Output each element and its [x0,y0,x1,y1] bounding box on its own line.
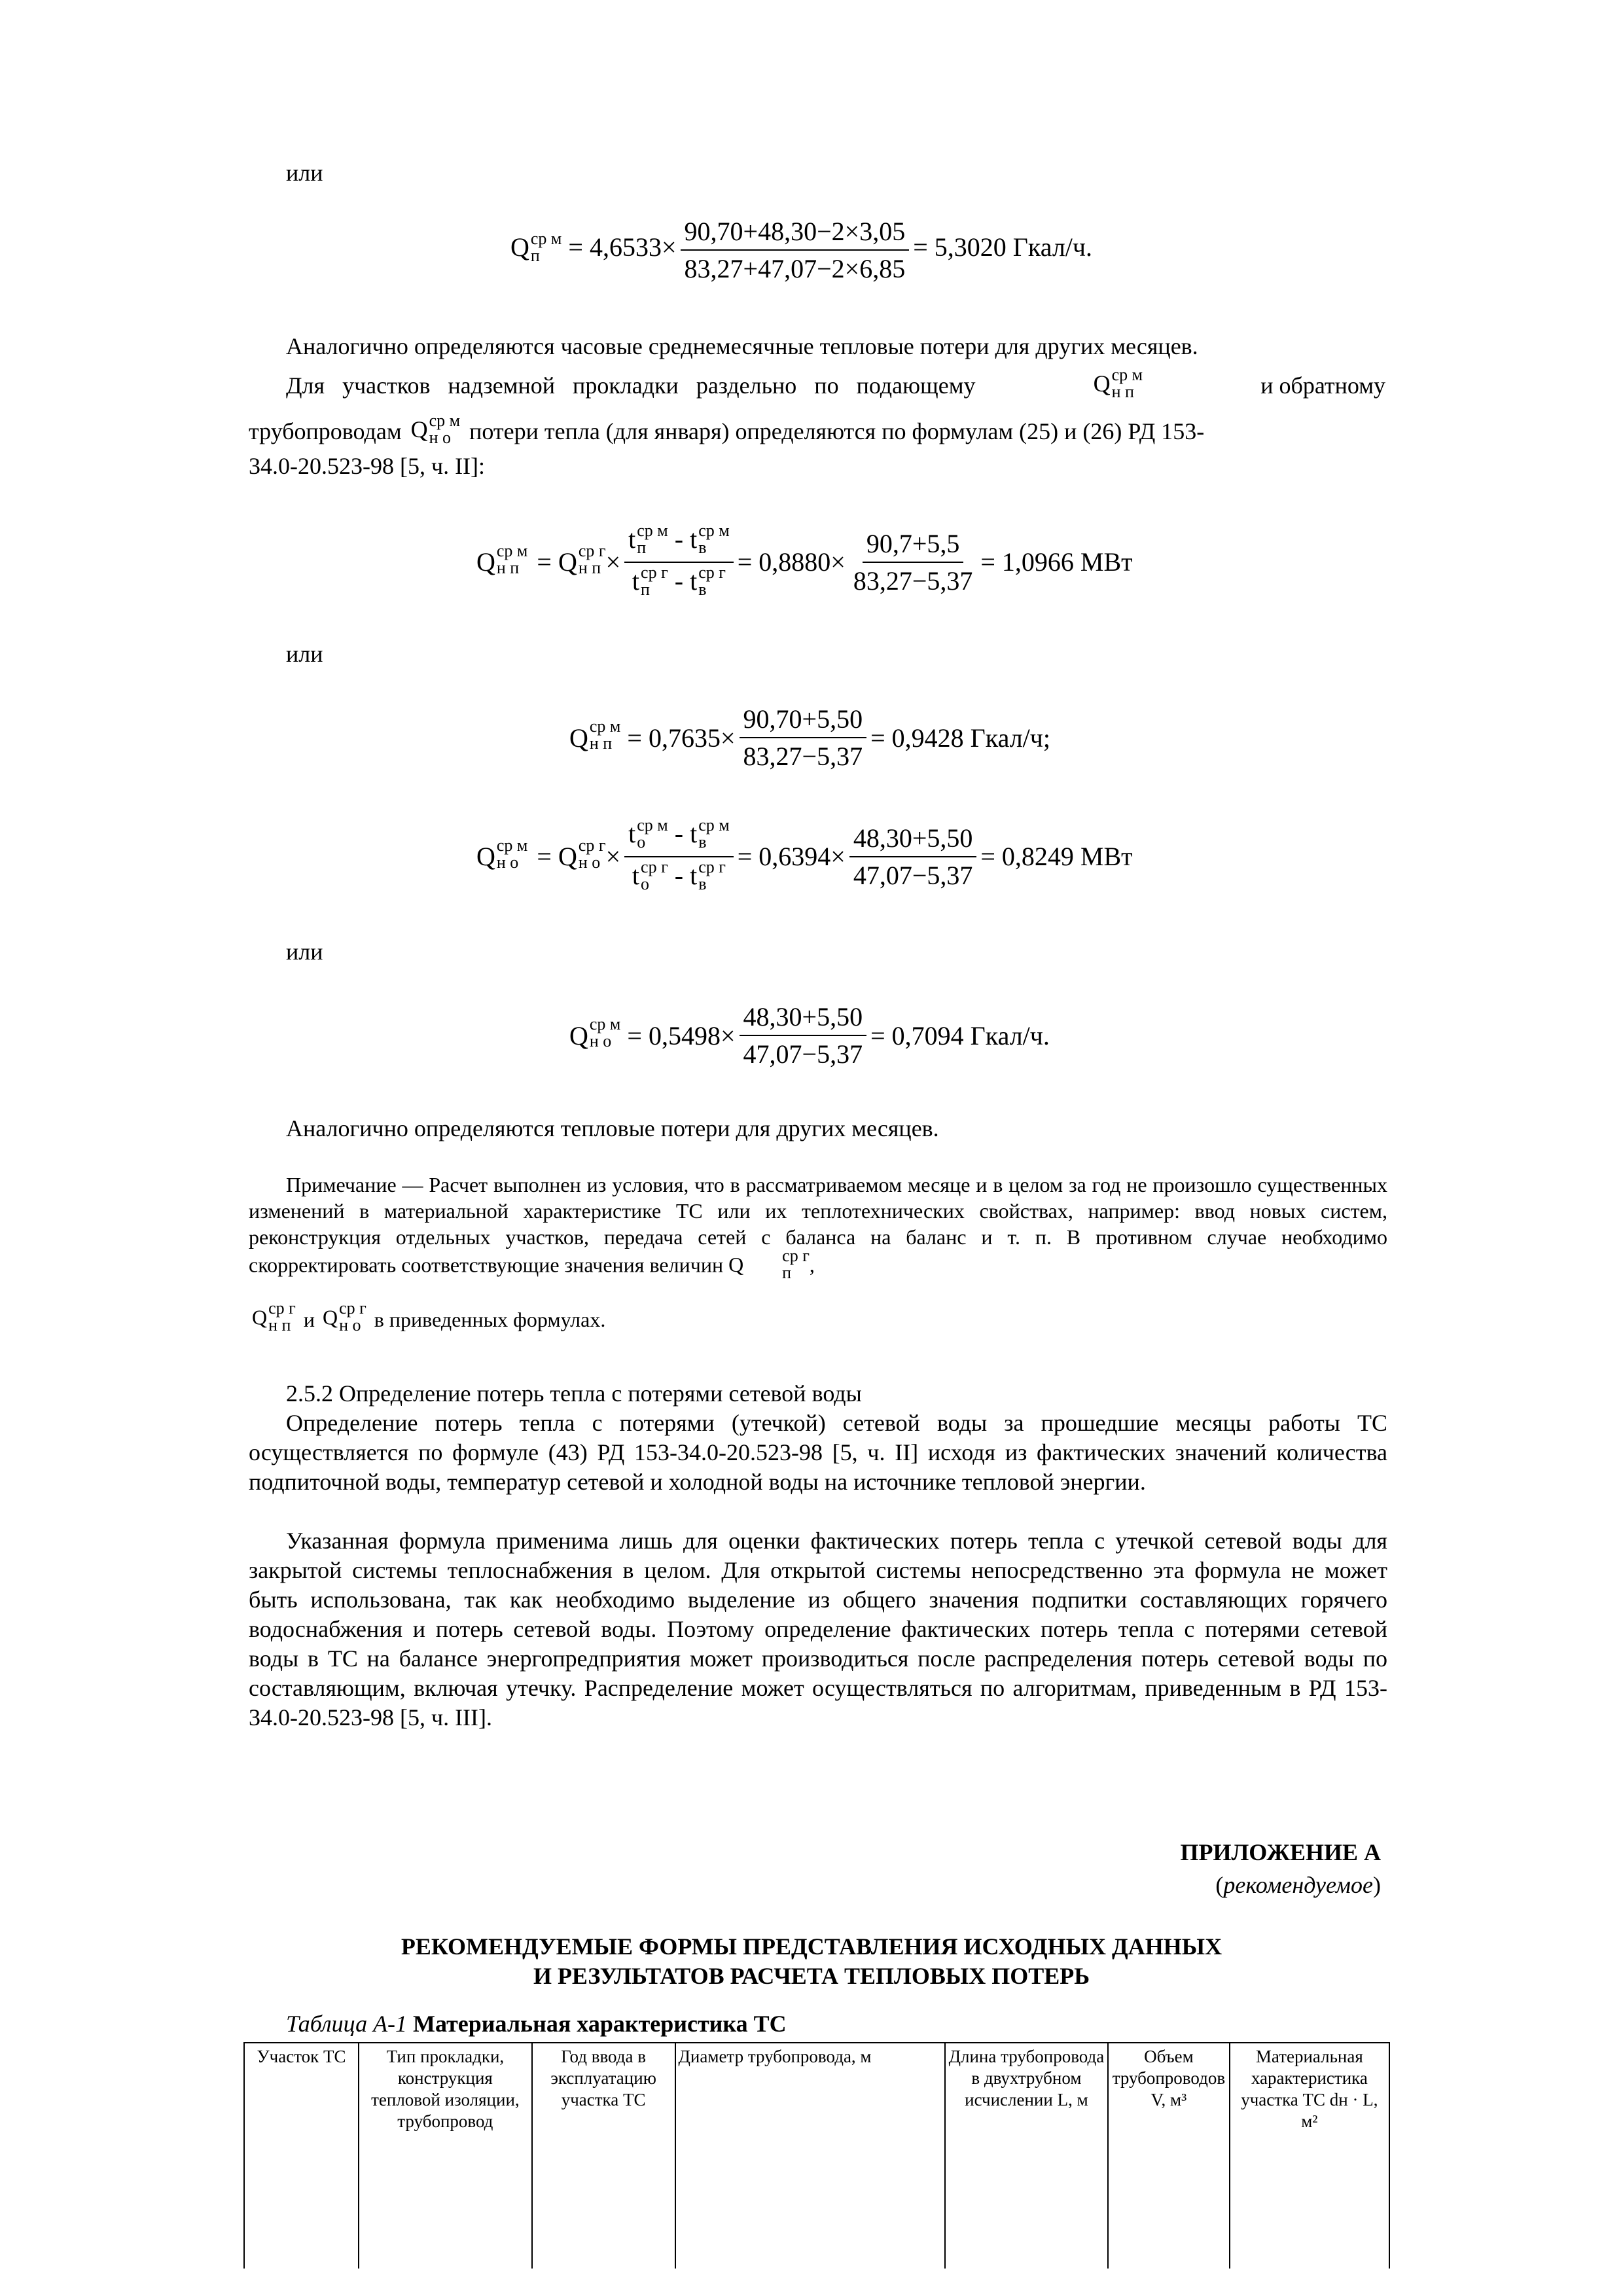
th-volume: Объем трубопроводов V, м³ [1108,2043,1230,2269]
f2-dt1-sub: п [641,579,650,599]
f4-num: 48,30+5,50 [849,823,977,857]
f4-dt1-sub: о [641,874,650,893]
f4-dt2-sub: в [698,874,707,893]
f4-nt1-sub: о [637,832,646,852]
f3-rhs: = 0,9428 Гкал/ч; [870,723,1050,753]
f4-q-sub: н о [496,852,519,872]
f3-den: 83,27−5,37 [743,742,863,771]
th-laying-type: Тип прокладки, конструкция тепловой изоляции, трубопровод [359,2043,532,2269]
f4-t-frac: t ср м о - t ср м в t ср г о - t ср г в [624,818,734,895]
appendix-subtitle-text: рекомендуемое [1223,1872,1373,1898]
th-section: Участок ТС [244,2043,359,2269]
table-caption-title: Материальная характеристика ТС [413,2011,787,2037]
ili-label-1: или [286,160,323,186]
note-q3-sup: ср г [339,1299,366,1318]
f2-q-sub: н п [496,558,520,577]
table-header-row [244,2043,1389,2269]
th-diameter: Диаметр трубопровода, м [675,2043,945,2269]
f4-den: 47,07−5,37 [853,860,973,890]
f1-num: 90,70+48,30−2×3,05 [681,216,910,251]
paragraph-2-line-3: 34.0-20.523-98 [5, ч. II]: [249,453,486,479]
paragraph-3: Аналогично определяются тепловые потери для других месяцев. [286,1115,939,1141]
th-year: Год ввода в эксплуатацию участка ТС [532,2043,675,2269]
f5-den: 47,07−5,37 [743,1039,863,1069]
f4-q2-sup: ср г [578,835,606,855]
p2-l2-start: трубопроводам [249,418,402,444]
p2-q1-sub: н п [1111,382,1134,401]
appendix-heading-line-2: И РЕЗУЛЬТАТОВ РАСЧЕТА ТЕПЛОВЫХ ПОТЕРЬ [533,1963,1090,1989]
note-text: Примечание — Расчет выполнен из условия, что в рассматриваемом месяце и в целом за год не произошло существенных изменений в материальной характеристике ТС или их теплотехнических свойствах, например: ввод новых систем, реконструкция отдельных участков, передача сетей с баланса на баланс и т. п. В противном случае необходимо скорректировать соответствующие значения величин [249,1173,1387,1277]
paragraph-2-line-2 [249,410,1387,449]
f1-sup: ср м [530,229,562,248]
appendix-title: ПРИЛОЖЕНИЕ А [1180,1839,1381,1865]
f2-times: × [605,547,621,577]
f4-nt2-sup: ср м [698,815,730,834]
appendix-subtitle [1215,1869,1381,1901]
f4-nt2-sub: в [698,832,707,852]
f2-t-frac: t ср м п - t ср м в t ср г п - t ср г в [624,524,734,601]
p2-l1-end: и обратному [1260,372,1385,399]
f2-q2-sub: н п [578,558,601,577]
f2-nt1-sup: ср м [637,520,668,540]
f3-mid: = 0,7635× [627,723,736,753]
p2-q2: Q ср м н о [410,410,461,447]
f2-num: 90,7+5,5 [863,528,964,563]
note-comma: , [809,1253,815,1277]
formula-4: Q ср м н о = Q ср г н о × t ср м о - t ср м в t ср г о - t ср г в = 0,6394× $\frac{48,30+5,50}{47,07-5,37}$ = 0,8249 МВт [476,818,1133,895]
f3-q-sub: н п [589,734,613,753]
f5-rhs: = 0,7094 Гкал/ч. [870,1020,1050,1050]
th-material-characteristic: Материальная характеристика участка ТС dн · L, м² [1230,2043,1389,2269]
note-q2-sup: ср г [268,1299,296,1318]
f2-dt1-sup: ср г [641,562,668,582]
formula-1 [510,216,1092,284]
f5-num: 48,30+5,50 [740,1001,867,1036]
f2-rhs: = 1,0966 МВт [980,547,1133,577]
appendix-paren-open: ( [1215,1872,1224,1898]
f1-sub: п [530,246,540,265]
note-tail: в приведенных формулах. [374,1308,606,1331]
note-q3-sub: н о [339,1316,361,1335]
p2-q2-sub: н о [429,427,452,447]
paragraph-2-line-1 [286,365,1385,403]
f3-q-sup: ср м [589,717,621,736]
f4-eq: = Q [537,842,577,872]
note-q1-sup: ср г [782,1246,810,1265]
f2-den: 83,27−5,37 [853,565,973,596]
p2-q1: Q ср м н п [1093,365,1143,401]
f4-rhs: = 0,8249 МВт [980,842,1133,872]
th-length: Длина трубопровода в двухтрубном исчислении L, м [945,2043,1108,2269]
f1-rhs: = 5,3020 Гкал/ч. [913,232,1093,262]
section-heading: 2.5.2 Определение потерь тепла с потерями сетевой воды [286,1380,862,1407]
f4-dt1-sup: ср г [641,857,668,876]
p2-l2-end: потери тепла (для января) определяются по формулам (25) и (26) РД 153- [469,418,1205,444]
paragraph-1: Аналогично определяются часовые среднемесячные тепловые потери для других месяцев. [286,333,1198,359]
section-paragraph-2: Указанная формула применима лишь для оценки фактических потерь тепла с утечкой сетевой воды для закрытой системы теплоснабжения в целом. Для открытой системы непосредственно эта формула не может быть использована, так как необходимо выделение из общего значения подпитки составляющих горячего водоснабжения и потерь сетевой воды. Поэтому определение фактических потерь тепла с потерями сетевой воды в ТС на балансе энергопредприятия может производиться после распределения потерь сетевой воды по составляющим, включая утечку. Распределение может осуществляться по алгоритмам, приведенным в РД 153-34.0-20.523-98 [5, ч. III]. [249,1528,1387,1731]
f1-q: Q [510,232,529,262]
note-q3: Q ср г н о [322,1299,366,1335]
f4-mid: = 0,6394× [737,842,846,872]
f4-times: × [605,842,621,872]
f4-nt1-sup: ср м [637,815,668,834]
note-q1: Q ср г п [728,1246,810,1282]
note-q2: Q ср г н п [252,1299,296,1335]
appendix-paren-close: ) [1373,1872,1381,1898]
formula-3: Q ср м н п = 0,7635× $\frac{90,70+5,50}{83,27-5,37}$ = 0,9428 Гкал/ч; [569,704,1050,771]
table-caption-label: Таблица А-1 [286,2011,408,2037]
f2-q2-sup: ср г [578,541,606,560]
note-block [249,1172,1387,1284]
formula-2: Q ср м н п = Q ср г н п × t ср м п - t ср м в t ср г п - t ср г в = 0,8880× $\frac{90,7+5,5}{83,27-5,37}$ = 1,0966 МВт [476,524,1133,601]
note-and: и [303,1308,315,1331]
f2-nt2-sup: ср м [698,520,730,540]
f1-coef: = 4,6533× [568,232,677,262]
section-paragraph-1: Определение потерь тепла с потерями (утечкой) сетевой воды за прошедшие месяцы работы ТС осуществляется по формуле (43) РД 153-34.0-20.523-98 [5, ч. II] исходя из фактических значений количества подпиточной воды, температур сетевой и холодной воды на источнике тепловой энергии. [249,1410,1387,1495]
f2-dt2-sup: ср г [698,562,726,582]
f5-q-sup: ср м [589,1014,621,1033]
f4-q2-sub: н о [578,852,601,872]
f2-nt1-sub: п [637,537,647,557]
formula-5: Q ср м н о = 0,5498× $\frac{48,30+5,50}{47,07-5,37}$ = 0,7094 Гкал/ч. [569,1002,1050,1069]
p2-l1-start: Для участков надземной прокладки раздельно по подающему [286,372,976,399]
ili-label-2: или [286,641,323,667]
appendix-heading-line-1: РЕКОМЕНДУЕМЫЕ ФОРМЫ ПРЕДСТАВЛЕНИЯ ИСХОДНЫХ ДАННЫХ [401,1933,1222,1960]
p2-q2-sup: ср м [429,410,461,430]
f3-num: 90,70+5,50 [740,704,867,738]
table-caption [286,2008,787,2039]
ili-label-3: или [286,939,323,965]
f5-mid: = 0,5498× [627,1020,736,1050]
note-q1-sub: п [782,1263,792,1282]
f2-mid: = 0,8880× [737,547,846,577]
f2-eq: = Q [537,547,577,577]
f5-q-sub: н о [589,1031,612,1050]
note-q2-sub: н п [268,1316,291,1335]
f1-den: 83,27+47,07−2×6,85 [684,254,906,283]
f2-dt2-sub: в [698,579,707,599]
note-last-line [252,1299,606,1336]
f4-q-sup: ср м [496,835,528,855]
f4-dt2-sup: ср г [698,857,726,876]
p2-q1-sup: ср м [1111,365,1143,384]
f2-nt2-sub: в [698,537,707,557]
material-characteristics-table [243,2042,1390,2269]
f2-q-sup: ср м [496,541,528,560]
